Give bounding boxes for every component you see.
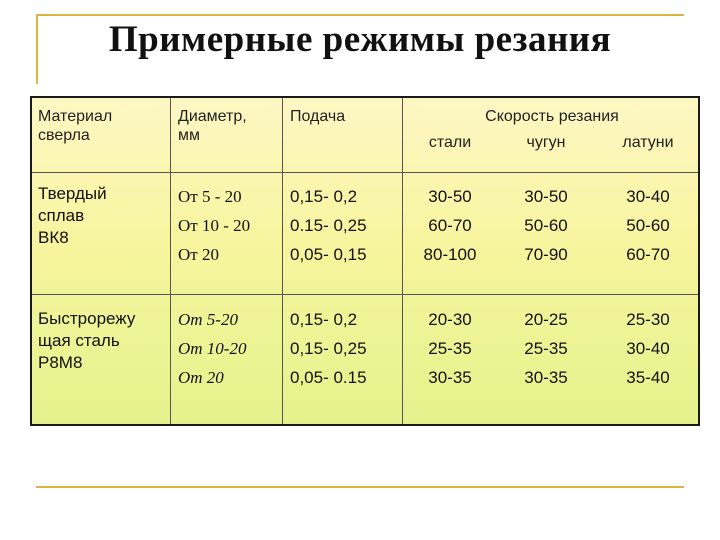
row1-speed-steel: 30-50 60-70 80-100 xyxy=(423,187,477,264)
row2-feed: 0,15- 0,2 0,15- 0,25 0,05- 0.15 xyxy=(290,310,367,387)
row1-diameter: От 5 - 20 От 10 - 20 От 20 xyxy=(178,187,251,264)
top-frame-line xyxy=(36,14,684,16)
header-speed-steel: стали xyxy=(428,134,472,151)
row1-speed-cast-iron: 30-50 50-60 70-90 xyxy=(524,187,568,264)
header-speed-cast-iron: чугун xyxy=(526,134,566,151)
header-feed: Подача xyxy=(290,108,346,125)
row-divider-header xyxy=(32,172,698,173)
page-title: Примерные режимы резания xyxy=(108,19,612,60)
header-cutting-speed: Скорость резания xyxy=(485,108,619,125)
col-divider-diameter xyxy=(282,98,283,424)
header-speed-brass: латуни xyxy=(622,134,674,151)
row1-feed: 0,15- 0,2 0.15- 0,25 0,05- 0,15 xyxy=(290,187,367,264)
header-material: Материал сверла xyxy=(38,108,113,144)
header-diameter: Диаметр, мм xyxy=(178,108,247,144)
row1-material: Твердый сплав ВК8 xyxy=(38,184,107,247)
bottom-frame-line xyxy=(36,486,684,488)
row2-material: Быстрорежу щая сталь Р8М8 xyxy=(38,309,136,372)
row2-diameter: От 5-20 От 10-20 От 20 xyxy=(178,310,247,387)
row-divider-rows xyxy=(32,294,698,295)
row2-speed-cast-iron: 20-25 25-35 30-35 xyxy=(524,310,568,387)
row1-speed-brass: 30-40 50-60 60-70 xyxy=(626,187,670,264)
row2-speed-steel: 20-30 25-35 30-35 xyxy=(428,310,472,387)
cutting-modes-table xyxy=(30,96,700,426)
row2-speed-brass: 25-30 30-40 35-40 xyxy=(626,310,670,387)
col-divider-material xyxy=(170,98,171,424)
